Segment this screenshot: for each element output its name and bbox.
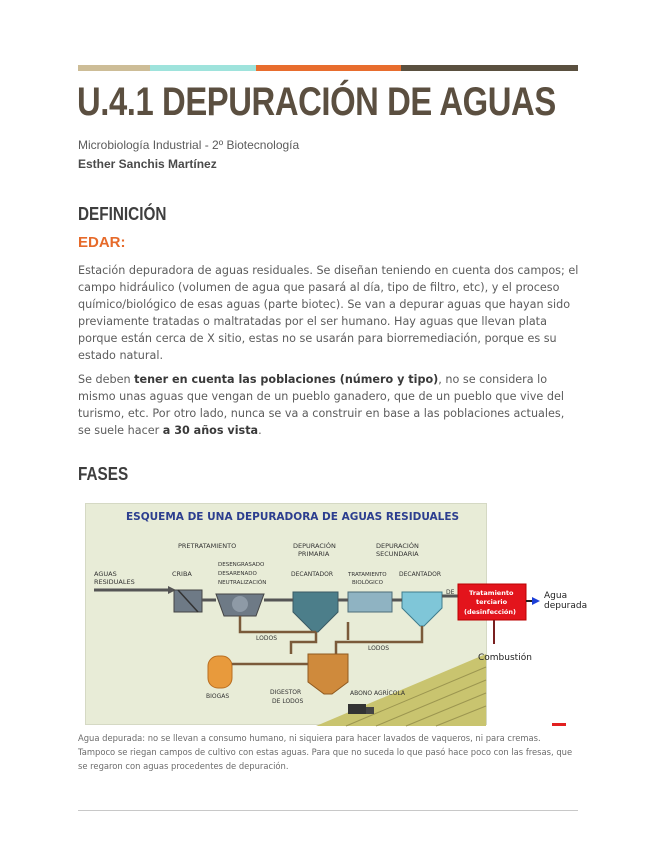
tertiary-label-2: terciario [476, 598, 508, 606]
color-bar-segment-orange [256, 65, 401, 71]
red-dash-mark [552, 723, 566, 726]
label-biogas: BIOGAS [206, 693, 230, 700]
label-neutralizacion: NEUTRALIZACIÓN [218, 580, 267, 586]
definition-paragraph-2 [78, 371, 580, 439]
p2-text-e: . [258, 424, 262, 437]
label-desengrasado: DESENGRASADO [218, 562, 265, 568]
section-heading-fases: FASES [78, 464, 129, 484]
truck-body [348, 704, 366, 714]
page-title: U.4.1 DEPURACIÓN DE AGUAS [77, 80, 556, 124]
secondary-clarifier [402, 592, 442, 626]
document-subtitle: Microbiología Industrial - 2º Biotecnología [78, 138, 300, 152]
biological-tank [348, 592, 392, 612]
p2-bold-30-anos: a 30 años vista [162, 424, 259, 437]
truck-cab [366, 707, 374, 714]
sludge-digester [308, 654, 348, 694]
label-desarenado: DESARENADO [218, 571, 257, 577]
label-abono: ABONO AGRÍCOLA [350, 690, 406, 697]
label-depurada: depurada [544, 601, 588, 611]
label-secundaria-2: SECUNDARIA [376, 550, 419, 558]
tertiary-label-3: (desinfección) [464, 608, 516, 616]
definition-paragraph-1: Estación depuradora de aguas residuales. Se diseñan teniendo en cuenta dos campos; el campo hidráulico (volumen de agua que pasará al día, tipo de filtro, etc), y el proceso químico/biológico de esas aguas (parte biotec). Se van a depurar aguas que hayan sido previamente tratadas o maltratadas por el ser humano. Hay aguas que llevan plata porque están cerca de X sitio, estas no se usarán para biorremediación, porque es su estado natural. [78, 264, 579, 362]
tertiary-label-1: Tratamiento [469, 589, 514, 597]
p2-text-c: , no se considera lo mismo unas aguas que vengan de un pueblo ganadero, que de un pueblo que vive del turismo, etc. Por otro lado, nunca se va a construir en base a las poblaciones actuales, se suele hacer [78, 373, 565, 437]
label-biologico: BIOLÓGICO [352, 580, 383, 586]
biogas-tank [208, 656, 232, 688]
label-secundaria-1: DEPURACIÓN [376, 542, 419, 550]
label-de-lodos: DE LODOS [272, 698, 304, 705]
footer-divider [78, 810, 578, 811]
label-aguas: AGUAS [94, 570, 117, 578]
color-bar-segment-beige [78, 65, 150, 71]
decorative-color-bar [78, 65, 578, 71]
label-residuales: RESIDUALES [94, 578, 135, 586]
desarenador-bubbles [232, 596, 248, 612]
diagram-title: ESQUEMA DE UNA DEPURADORA DE AGUAS RESIDUALES [126, 511, 460, 523]
term-edar: EDAR: [78, 234, 126, 251]
color-bar-segment-teal [150, 65, 256, 71]
label-tratamiento: TRATAMIENTO [348, 572, 387, 578]
label-criba: CRIBA [172, 570, 192, 578]
color-bar-segment-brown [401, 65, 578, 71]
p2-bold-poblaciones: tener en cuenta las poblaciones (número y tipo) [134, 373, 439, 386]
label-digestor: DIGESTOR [270, 689, 302, 696]
label-decantador-2: DECANTADOR [399, 571, 442, 578]
label-decantador: DECANTADOR [291, 571, 334, 578]
label-combustion: Combustión [478, 653, 532, 663]
primary-clarifier [293, 592, 338, 632]
wastewater-plant-diagram [85, 503, 588, 725]
label-de: DE [446, 589, 455, 596]
p2-text-a: Se deben [78, 373, 135, 386]
label-primaria-2: PRIMARIA [298, 550, 330, 558]
output-arrow-icon [532, 597, 540, 605]
diagram-svg [86, 504, 616, 726]
author-name: Esther Sanchis Martínez [78, 157, 217, 171]
label-pretratamiento: PRETRATAMIENTO [178, 542, 237, 550]
diagram-caption: Agua depurada: no se llevan a consumo humano, ni siquiera para hacer lavados de vaqueros, ni para cremas. Tampoco se riegan campos de cultivo con estas aguas. Para que no suceda lo que pasó hace poco con las fresas, que se regaron con aguas procedentes de depuración. [78, 733, 573, 771]
label-agua: Agua [544, 591, 568, 601]
section-heading-definicion: DEFINICIÓN [78, 204, 167, 224]
label-primaria-1: DEPURACIÓN [293, 542, 336, 550]
label-lodos: LODOS [256, 635, 278, 642]
label-lodos-2: LODOS [368, 645, 390, 652]
